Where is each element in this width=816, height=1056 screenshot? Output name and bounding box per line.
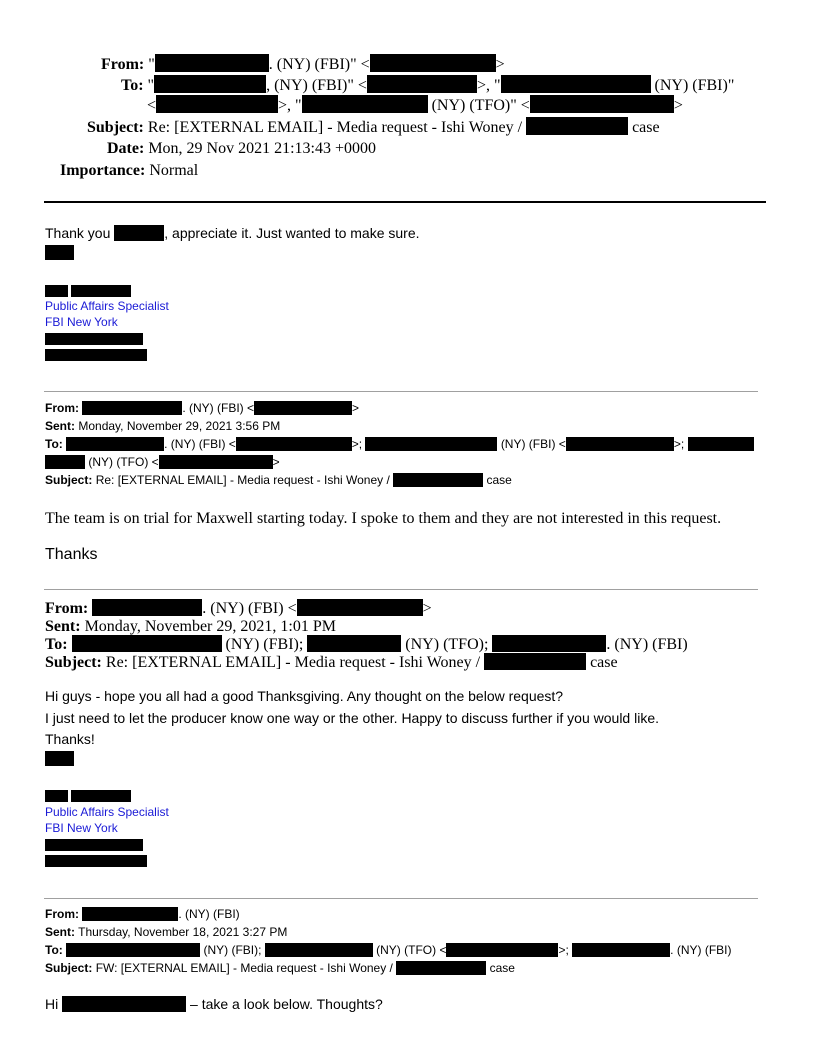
- redaction: [154, 75, 266, 93]
- message-2-thanks: Thanks: [45, 546, 98, 563]
- subject-tail: case: [486, 473, 512, 487]
- signature-title: Public Affairs Specialist: [45, 299, 169, 313]
- signature-office: FBI New York: [45, 315, 118, 329]
- message-3-body-3: Thanks!: [45, 731, 95, 747]
- redaction: [71, 790, 131, 802]
- message-divider: [44, 898, 758, 899]
- subject-value: Re: [EXTERNAL EMAIL] - Media request - Ishi Woney /: [95, 473, 390, 487]
- subject-label: Subject:: [87, 119, 144, 136]
- redaction: [688, 437, 754, 451]
- redaction: [45, 855, 147, 867]
- importance-value: Normal: [149, 162, 199, 179]
- to-value-2: (NY) (TFO) <: [376, 943, 447, 957]
- redaction: [566, 437, 674, 451]
- to-value-1: (NY) (FBI);: [203, 943, 262, 957]
- to-value-3: (NY) (TFO)": [431, 97, 517, 114]
- redaction: [370, 54, 496, 72]
- subject-label: Subject:: [45, 654, 102, 671]
- from-label: From:: [45, 600, 89, 617]
- redaction: [45, 333, 143, 345]
- message-divider: [44, 391, 758, 392]
- sent-label: Sent:: [45, 419, 75, 433]
- redaction: [114, 225, 164, 241]
- redaction: [45, 751, 74, 766]
- message-2-body: The team is on trial for Maxwell starting today. I spoke to them and they are not interested in this request.: [45, 510, 722, 527]
- redaction: [156, 95, 278, 113]
- message-4-to: To: (NY) (FBI); (NY) (TFO) < >; . (NY) (FBI): [45, 943, 732, 957]
- redaction: [62, 996, 186, 1012]
- redaction: [45, 285, 68, 297]
- redaction: [446, 943, 558, 957]
- subject-value: Re: [EXTERNAL EMAIL] - Media request - Ishi Woney /: [105, 654, 481, 671]
- redaction: [484, 653, 586, 670]
- redaction: [396, 961, 486, 975]
- header-to-row-2: < >, " (NY) (TFO)" < >: [147, 97, 683, 114]
- header-from-row: From: " . (NY) (FBI)" < >: [101, 56, 505, 73]
- redaction: [155, 54, 269, 72]
- to-label: To:: [45, 636, 68, 653]
- signature-office: FBI New York: [45, 821, 118, 835]
- redaction: [297, 599, 423, 616]
- message-2-to-cont: (NY) (TFO) < >: [45, 454, 280, 471]
- redaction: [45, 455, 85, 469]
- message-2-sent: [45, 418, 280, 435]
- message-4-text-a: Hi: [45, 996, 59, 1012]
- from-label: From:: [101, 56, 145, 73]
- to-value-3: . (NY) (FBI): [606, 636, 688, 653]
- subject-value: Re: [EXTERNAL EMAIL] - Media request - Ishi Woney /: [147, 119, 523, 136]
- message-3-body-2: I just need to let the producer know one way or the other. Happy to discuss further if you would like.: [45, 710, 660, 726]
- message-2-from: From: . (NY) (FBI) < >: [45, 401, 360, 415]
- redaction: [45, 839, 143, 851]
- message-3-subject: [45, 652, 618, 673]
- redaction: [71, 285, 131, 297]
- redaction: [45, 349, 147, 361]
- subject-label: Subject:: [45, 473, 93, 487]
- redaction: [82, 907, 178, 921]
- from-value: . (NY) (FBI): [178, 907, 240, 921]
- redaction: [530, 95, 674, 113]
- message-3-body-1: Hi guys - hope you all had a good Thanksgiving. Any thought on the below request?: [45, 688, 564, 704]
- redaction: [572, 943, 670, 957]
- subject-tail: case: [632, 119, 660, 136]
- from-value: . (NY) (FBI) <: [182, 401, 255, 415]
- to-label: To:: [121, 77, 144, 94]
- subject-tail: case: [590, 654, 618, 671]
- sent-label: Sent:: [45, 618, 81, 635]
- header-to-row: To: " , (NY) (FBI)" < >, " (NY) (FBI)": [121, 77, 735, 94]
- subject-value: FW: [EXTERNAL EMAIL] - Media request - Ishi Woney /: [95, 961, 393, 975]
- message-4-subject: [45, 960, 515, 977]
- redaction: [526, 117, 628, 135]
- redaction: [45, 245, 74, 260]
- redaction: [367, 75, 477, 93]
- header-subject-row: [87, 117, 660, 138]
- redaction: [501, 75, 651, 93]
- message-4-sent: [45, 924, 287, 941]
- message-4-from: [45, 906, 240, 923]
- to-value-1: . (NY) (FBI) <: [164, 437, 236, 451]
- header-importance-row: [60, 160, 198, 181]
- to-value-3: (NY) (TFO) <: [88, 455, 159, 469]
- sent-label: Sent:: [45, 925, 75, 939]
- to-value-1: , (NY) (FBI)": [266, 77, 354, 94]
- redaction: [365, 437, 497, 451]
- sent-value: Thursday, November 18, 2021 3:27 PM: [78, 925, 288, 939]
- header-date-row: [107, 138, 376, 159]
- redaction: [307, 635, 401, 652]
- to-value-3: . (NY) (FBI): [670, 943, 732, 957]
- from-label: From:: [45, 401, 79, 415]
- message-4-body: [45, 995, 383, 1014]
- redaction: [265, 943, 373, 957]
- redaction: [45, 790, 68, 802]
- to-label: To:: [45, 437, 63, 451]
- redaction: [254, 401, 352, 415]
- from-label: From:: [45, 907, 79, 921]
- message-4-text-b: – take a look below. Thoughts?: [190, 996, 383, 1012]
- subject-tail: case: [489, 961, 515, 975]
- signature-title: Public Affairs Specialist: [45, 805, 169, 819]
- redaction: [72, 635, 222, 652]
- redaction: [92, 599, 202, 616]
- to-value-2: (NY) (FBI) <: [500, 437, 566, 451]
- sent-value: Monday, November 29, 2021, 1:01 PM: [84, 618, 336, 635]
- from-value: . (NY) (FBI)": [268, 56, 357, 73]
- date-value: Mon, 29 Nov 2021 21:13:43 +0000: [148, 140, 377, 157]
- importance-label: Importance:: [60, 162, 146, 179]
- message-divider: [44, 589, 758, 590]
- message-2-subject: [45, 472, 512, 489]
- redaction: [492, 635, 606, 652]
- subject-label: Subject:: [45, 961, 93, 975]
- redaction: [82, 401, 182, 415]
- sent-value: Monday, November 29, 2021 3:56 PM: [78, 419, 281, 433]
- header-divider: [44, 201, 766, 203]
- redaction: [302, 95, 428, 113]
- to-value-1: (NY) (FBI);: [225, 636, 304, 653]
- message-2-to: To: . (NY) (FBI) < >; (NY) (FBI) < >;: [45, 436, 754, 453]
- message-3-from: From: . (NY) (FBI) < >: [45, 600, 432, 617]
- message-1-line: [45, 224, 420, 243]
- redaction: [236, 437, 352, 451]
- to-value-2: (NY) (TFO);: [405, 636, 489, 653]
- from-value: . (NY) (FBI) <: [202, 600, 297, 617]
- redaction: [393, 473, 483, 487]
- redaction: [66, 437, 164, 451]
- date-label: Date:: [107, 140, 145, 157]
- to-label: To:: [45, 943, 63, 957]
- message-1-text-a: Thank you: [45, 225, 111, 241]
- to-value-2: (NY) (FBI)": [654, 77, 735, 94]
- redaction: [159, 455, 273, 469]
- message-1-text-b: , appreciate it. Just wanted to make sure.: [164, 225, 420, 241]
- redaction: [66, 943, 200, 957]
